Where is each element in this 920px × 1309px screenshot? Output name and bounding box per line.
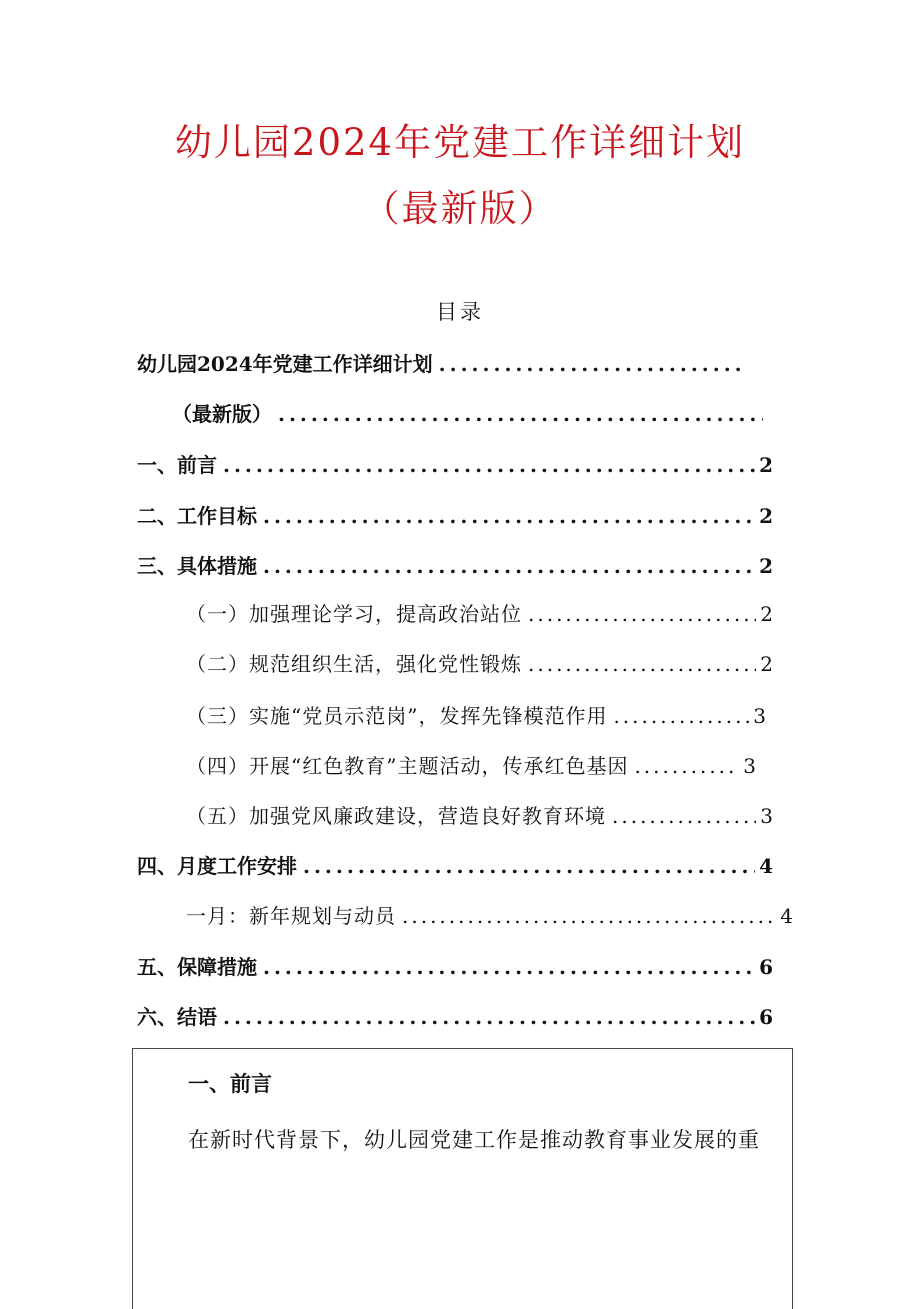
document-title: 幼儿园2024年党建工作详细计划 [174, 121, 746, 164]
toc-leader [303, 854, 755, 878]
toc-label: （三）实施“党员示范岗”，发挥先锋模范作用 [186, 704, 608, 728]
toc-label: 幼儿园2024年党建工作详细计划 [137, 352, 433, 376]
toc-entry-goals[interactable] [137, 500, 773, 534]
toc-leader [613, 704, 749, 728]
toc-entry-measure-5[interactable] [186, 800, 773, 834]
toc-leader [634, 754, 739, 778]
toc-leader [528, 602, 756, 626]
toc-page-number: 6 [759, 955, 773, 979]
toc-entry-measures[interactable] [137, 550, 773, 584]
toc-entry-title[interactable] [137, 348, 749, 382]
toc-page-number: 3 [760, 804, 773, 828]
toc-page-number: 2 [760, 652, 773, 676]
toc-leader [263, 504, 755, 528]
toc-page-number: 2 [759, 504, 773, 528]
toc-entry-safeguards[interactable] [137, 951, 773, 985]
toc-label: （最新版） [172, 402, 272, 426]
toc-leader [612, 804, 756, 828]
toc-page-number: 3 [743, 754, 756, 778]
toc-label: 五、保障措施 [137, 955, 257, 979]
toc-page-number: 6 [759, 1005, 773, 1029]
toc-entry-measure-3[interactable] [186, 700, 766, 734]
body-paragraph: 在新时代背景下，幼儿园党建工作是推动教育事业发展的重 [188, 1128, 760, 1152]
toc-entry-measure-1[interactable] [186, 598, 773, 632]
toc-label: 二、工作目标 [137, 504, 257, 528]
toc-entry-measure-4[interactable] [186, 750, 756, 784]
toc-label: 一月：新年规划与动员 [186, 904, 396, 928]
toc-label: （四）开展“红色教育”主题活动，传承红色基因 [186, 754, 629, 778]
document-subtitle: （最新版） [362, 187, 558, 230]
toc-entry-preface[interactable] [137, 449, 773, 483]
toc-page-number: 4 [780, 904, 793, 928]
toc-label: 六、结语 [137, 1005, 217, 1029]
toc-leader [278, 402, 763, 426]
toc-heading: 目录 [436, 300, 484, 324]
section-heading: 一、前言 [188, 1071, 272, 1096]
toc-label: 四、月度工作安排 [137, 854, 297, 878]
toc-page-number: 2 [759, 453, 773, 477]
toc-label: （二）规范组织生活，强化党性锻炼 [186, 652, 522, 676]
toc-label: 三、具体措施 [137, 554, 257, 578]
toc-leader [263, 955, 755, 979]
toc-label: （五）加强党风廉政建设，营造良好教育环境 [186, 804, 606, 828]
toc-page-number: 3 [753, 704, 766, 728]
toc-leader [439, 352, 745, 376]
toc-page-number: 2 [759, 554, 773, 578]
toc-leader [223, 1005, 755, 1029]
toc-entry-subtitle[interactable] [172, 398, 767, 432]
toc-label: （一）加强理论学习，提高政治站位 [186, 602, 522, 626]
toc-leader [402, 904, 776, 928]
toc-entry-conclusion[interactable] [137, 1001, 773, 1035]
toc-page-number: 2 [760, 602, 773, 626]
toc-leader [223, 453, 755, 477]
toc-page-number: 4 [759, 854, 773, 878]
toc-leader [528, 652, 756, 676]
toc-label: 一、前言 [137, 453, 217, 477]
toc-entry-monthly[interactable] [137, 850, 773, 884]
toc-leader [263, 554, 755, 578]
toc-entry-measure-2[interactable] [186, 648, 773, 682]
toc-entry-january[interactable] [186, 900, 793, 934]
